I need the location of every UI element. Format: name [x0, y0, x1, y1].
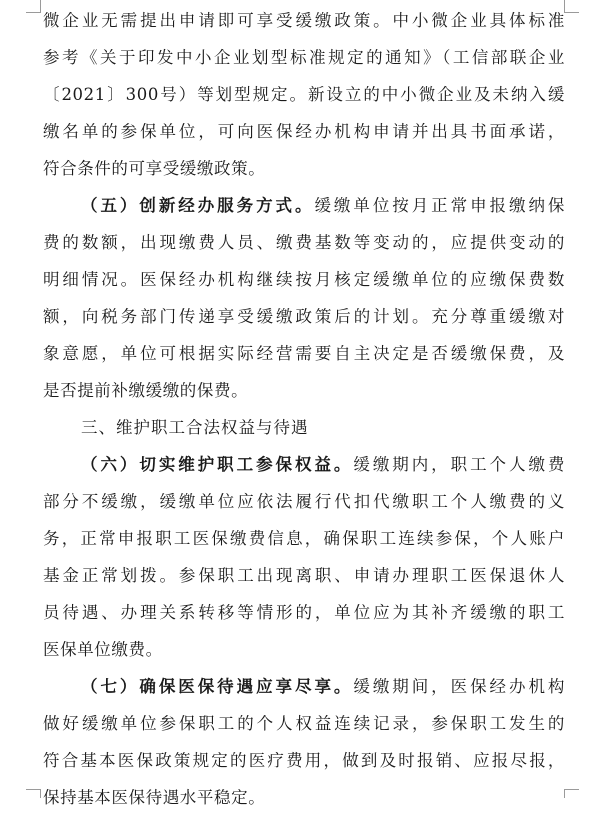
text-line: 符合基本医保政策规定的医疗费用，做到及时报销、应报尽报， [43, 751, 565, 770]
crop-mark-bottom-left [26, 789, 41, 798]
text-run: 缓缴期内，职工个人缴费 [353, 455, 565, 474]
text-line: 保持基本医保待遇水平稳定。 [43, 788, 266, 807]
document-body [43, 2, 565, 816]
text-line: 符合条件的可享受缓缴政策。 [43, 159, 266, 178]
text-run: 缓缴单位按月正常申报缴纳保 [314, 196, 565, 215]
paragraph-five [43, 187, 565, 409]
text-line [43, 446, 565, 483]
text-line [43, 668, 565, 705]
text-line: 部分不缓缴，缓缴单位应依法履行代扣代缴职工个人缴费的义 [43, 492, 565, 511]
text-line: 务，正常申报职工医保缴费信息，确保职工连续参保，个人账户 [43, 529, 565, 548]
text-line: 是否提前补缴缓缴的保费。 [43, 381, 249, 400]
subheading-seven: （七）确保医保待遇应享尽享。 [81, 677, 354, 696]
crop-mark-top-right [564, 0, 579, 13]
text-line: 缴名单的参保单位，可向医保经办机构申请并出具书面承诺， [43, 122, 565, 141]
text-line: 参考《关于印发中小企业划型标准规定的通知》（工信部联企业 [43, 48, 565, 67]
text-line: 〔2021〕300号）等划型规定。新设立的中小微企业及未纳入缓 [43, 85, 565, 104]
text-line: 微企业无需提出申请即可享受缓缴政策。中小微企业具体标准 [43, 11, 565, 30]
paragraph-continuation [43, 2, 565, 187]
crop-mark-bottom-right [564, 789, 579, 798]
text-line: 员待遇、办理关系转移等情形的，单位应为其补齐缓缴的职工 [43, 603, 565, 622]
subheading-six: （六）切实维护职工参保权益。 [81, 455, 354, 474]
crop-mark-top-left [26, 0, 41, 13]
paragraph-six [43, 446, 565, 668]
text-line: 费的数额，出现缴费人员、缴费基数等变动的，应提供变动的 [43, 233, 565, 252]
subheading-five: （五）创新经办服务方式。 [81, 196, 315, 215]
text-line: 象意愿，单位可根据实际经营需要自主决定是否缓缴保费，及 [43, 344, 565, 363]
text-line: 做好缓缴单位参保职工的个人权益连续记录，参保职工发生的 [43, 714, 565, 733]
text-line: 医保单位缴费。 [43, 640, 163, 659]
text-line [43, 187, 565, 224]
paragraph-seven [43, 668, 565, 816]
text-line: 基金正常划拨。参保职工出现离职、申请办理职工医保退休人 [43, 566, 565, 585]
section-heading-three: 三、维护职工合法权益与待遇 [81, 418, 309, 437]
text-run: 缓缴期间，医保经办机构 [353, 677, 565, 696]
text-line: 明细情况。医保经办机构继续按月核定缓缴单位的应缴保费数 [43, 270, 565, 289]
text-line: 额，向税务部门传递享受缓缴政策后的计划。充分尊重缓缴对 [43, 307, 565, 326]
